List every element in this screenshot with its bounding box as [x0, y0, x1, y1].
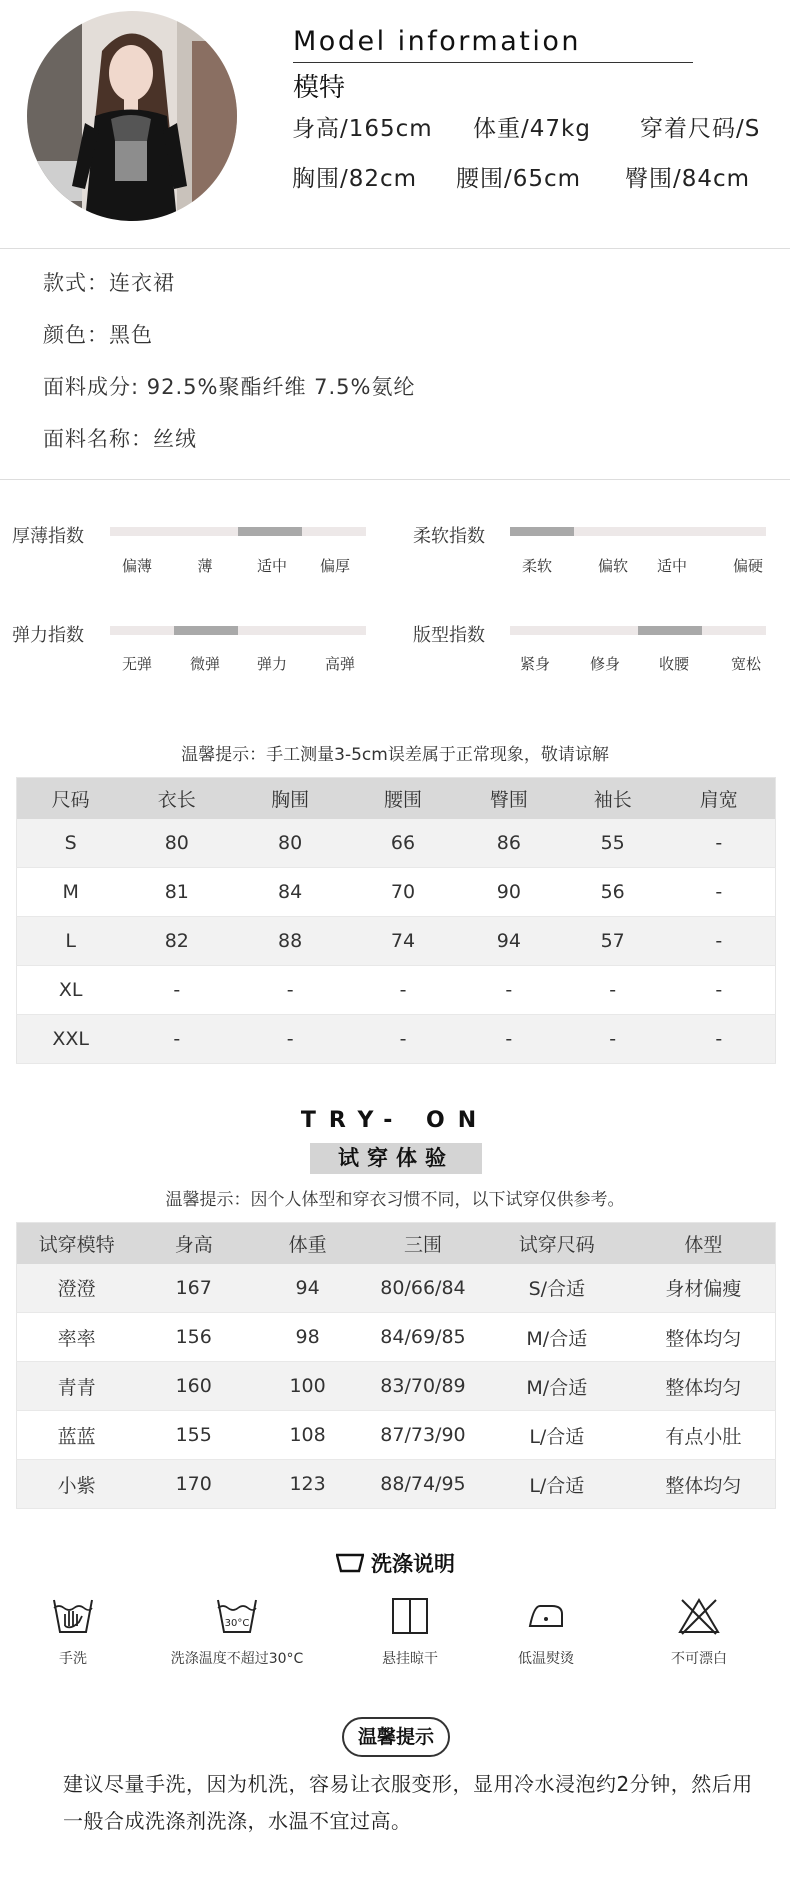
thickness-option: 适中	[256, 557, 288, 575]
model-photo	[27, 11, 237, 221]
model-size: 穿着尺码/S	[640, 116, 761, 142]
size-header: 尺码	[17, 778, 125, 819]
table-cell: 57	[563, 917, 663, 966]
table-cell: L/合适	[482, 1460, 632, 1509]
table-cell: 87/73/90	[364, 1411, 482, 1460]
table-row	[17, 1015, 776, 1064]
thickness-index-marker	[238, 527, 302, 536]
table-cell: M	[17, 868, 125, 917]
size-header: 腰围	[351, 778, 455, 819]
table-row	[17, 966, 776, 1015]
wash-item-hand-wash	[0, 1596, 148, 1668]
section-divider	[0, 479, 790, 480]
thickness-index-track	[110, 527, 366, 536]
table-cell: 有点小肚	[632, 1411, 776, 1460]
softness-option: 偏硬	[732, 557, 764, 575]
tryon-header: 试穿模特	[17, 1223, 137, 1264]
table-cell: 整体均匀	[632, 1460, 776, 1509]
table-cell: 澄澄	[17, 1264, 137, 1313]
table-cell: 小紫	[17, 1460, 137, 1509]
elasticity-index-label: 弹力指数	[12, 625, 84, 646]
thickness-option: 薄	[197, 557, 213, 575]
tryon-title-en: TRY- ON	[300, 1108, 490, 1133]
model-waist: 腰围/65cm	[456, 166, 582, 192]
model-information-section	[0, 0, 790, 249]
table-cell: M/合适	[482, 1362, 632, 1411]
softness-index-track	[510, 527, 766, 536]
wash-label: 洗涤温度不超过30°C	[170, 1651, 304, 1667]
table-cell: -	[229, 1015, 351, 1064]
elasticity-index-marker	[174, 626, 238, 635]
title-underline	[293, 62, 693, 63]
table-cell: -	[351, 1015, 455, 1064]
tryon-header: 体型	[632, 1223, 776, 1264]
table-cell: S/合适	[482, 1264, 632, 1313]
fit-index-label: 版型指数	[413, 625, 485, 646]
table-cell: -	[663, 868, 776, 917]
table-cell: -	[455, 966, 563, 1015]
table-cell: -	[663, 819, 776, 868]
table-cell: 74	[351, 917, 455, 966]
wash-30-icon	[215, 1596, 259, 1636]
tryon-notice: 温馨提示：因个人体型和穿衣习惯不同，以下试穿仅供参考。	[165, 1190, 625, 1210]
table-cell: 100	[251, 1362, 364, 1411]
table-cell: 98	[251, 1313, 364, 1362]
model-bust: 胸围/82cm	[292, 166, 418, 192]
fit-index-marker	[638, 626, 702, 635]
table-cell: 80	[229, 819, 351, 868]
table-cell: 56	[563, 868, 663, 917]
table-cell: 88	[229, 917, 351, 966]
table-cell: 84/69/85	[364, 1313, 482, 1362]
table-cell: 160	[136, 1362, 251, 1411]
tryon-header: 三围	[364, 1223, 482, 1264]
size-header: 臀围	[455, 778, 563, 819]
thickness-option: 偏薄	[121, 557, 153, 575]
size-header: 衣长	[124, 778, 229, 819]
wash-label: 悬挂晾干	[382, 1651, 438, 1667]
table-cell: 170	[136, 1460, 251, 1509]
tryon-header: 试穿尺码	[482, 1223, 632, 1264]
table-cell: 80	[124, 819, 229, 868]
fit-option: 收腰	[658, 655, 690, 673]
table-row	[17, 1264, 776, 1313]
elasticity-option: 弹力	[256, 655, 288, 673]
table-cell: 108	[251, 1411, 364, 1460]
wash-item-no-bleach	[624, 1596, 774, 1668]
low-iron-icon	[524, 1596, 568, 1636]
table-cell: -	[455, 1015, 563, 1064]
table-row	[17, 868, 776, 917]
softness-index-marker	[510, 527, 574, 536]
elasticity-option: 无弹	[121, 655, 153, 673]
size-header: 袖长	[563, 778, 663, 819]
section-divider	[0, 248, 790, 249]
table-cell: -	[663, 917, 776, 966]
wash-30-badge: 30°C	[224, 1618, 250, 1629]
wash-title	[0, 1548, 790, 1578]
fit-index-track	[510, 626, 766, 635]
model-hip: 臀围/84cm	[625, 166, 751, 192]
size-table-notice: 温馨提示：手工测量3-5cm误差属于正常现象，敬请谅解	[181, 745, 609, 765]
table-row	[17, 819, 776, 868]
softness-index-label: 柔软指数	[413, 526, 485, 547]
wash-item-hang-dry	[335, 1596, 485, 1668]
table-cell: -	[563, 1015, 663, 1064]
table-row	[17, 1313, 776, 1362]
fit-option: 紧身	[519, 655, 551, 673]
thickness-option: 偏厚	[319, 557, 351, 575]
table-cell: 70	[351, 868, 455, 917]
table-cell: 80/66/84	[364, 1264, 482, 1313]
table-cell: -	[124, 1015, 229, 1064]
wash-label: 低温熨烫	[518, 1651, 574, 1667]
table-cell: 整体均匀	[632, 1313, 776, 1362]
table-cell: -	[663, 966, 776, 1015]
table-cell: 身材偏瘦	[632, 1264, 776, 1313]
elasticity-option: 高弹	[324, 655, 356, 673]
attr-fabric-name: 面料名称：丝绒	[43, 427, 197, 451]
table-cell: 94	[455, 917, 563, 966]
table-row	[17, 1460, 776, 1509]
table-cell: XXL	[17, 1015, 125, 1064]
table-cell: -	[351, 966, 455, 1015]
attr-color: 颜色：黑色	[43, 323, 153, 347]
table-cell: 蓝蓝	[17, 1411, 137, 1460]
table-cell: -	[663, 1015, 776, 1064]
softness-option: 偏软	[597, 557, 629, 575]
table-cell: S	[17, 819, 125, 868]
model-title-en: Model information	[293, 26, 581, 57]
fit-option: 修身	[589, 655, 621, 673]
table-row	[17, 1362, 776, 1411]
table-cell: M/合适	[482, 1313, 632, 1362]
tryon-table	[16, 1222, 776, 1509]
table-cell: 86	[455, 819, 563, 868]
table-cell: 88/74/95	[364, 1460, 482, 1509]
hang-dry-icon	[390, 1596, 430, 1636]
table-cell: 81	[124, 868, 229, 917]
tryon-title-cn: 试穿体验	[310, 1143, 482, 1174]
attr-style: 款式：连衣裙	[43, 271, 175, 295]
table-cell: -	[124, 966, 229, 1015]
hand-wash-icon	[51, 1596, 95, 1636]
table-cell: -	[563, 966, 663, 1015]
table-cell: L	[17, 917, 125, 966]
wash-item-low-iron	[471, 1596, 621, 1668]
table-cell: 90	[455, 868, 563, 917]
tips-title: 温馨提示	[342, 1717, 450, 1757]
table-cell: 66	[351, 819, 455, 868]
elasticity-option: 微弹	[189, 655, 221, 673]
wash-label: 手洗	[59, 1651, 87, 1667]
table-row	[17, 1411, 776, 1460]
table-cell: 156	[136, 1313, 251, 1362]
table-cell: 青青	[17, 1362, 137, 1411]
tryon-header: 体重	[251, 1223, 364, 1264]
table-row	[17, 917, 776, 966]
fit-option: 宽松	[730, 655, 762, 673]
softness-option: 柔软	[521, 557, 553, 575]
wash-tub-icon	[335, 1552, 365, 1574]
table-cell: -	[229, 966, 351, 1015]
table-cell: L/合适	[482, 1411, 632, 1460]
model-height: 身高/165cm	[292, 116, 433, 142]
wash-item-30c	[162, 1596, 312, 1668]
model-weight: 体重/47kg	[473, 116, 591, 142]
elasticity-index-track	[110, 626, 366, 635]
table-cell: 123	[251, 1460, 364, 1509]
no-bleach-icon	[677, 1596, 721, 1636]
thickness-index-label: 厚薄指数	[12, 526, 84, 547]
table-cell: XL	[17, 966, 125, 1015]
table-cell: 155	[136, 1411, 251, 1460]
model-title-cn: 模特	[293, 73, 346, 103]
table-cell: 整体均匀	[632, 1362, 776, 1411]
table-cell: 82	[124, 917, 229, 966]
table-cell: 83/70/89	[364, 1362, 482, 1411]
size-header: 胸围	[229, 778, 351, 819]
wash-label: 不可漂白	[671, 1651, 727, 1667]
table-cell: 94	[251, 1264, 364, 1313]
tips-text: 建议尽量手洗，因为机洗，容易让衣服变形，显用冷水浸泡约2分钟，然后用一般合成洗涤剂洗涤，水温不宜过高。	[63, 1772, 753, 1833]
size-table	[16, 777, 776, 1064]
table-cell: 55	[563, 819, 663, 868]
tryon-header: 身高	[136, 1223, 251, 1264]
table-cell: 84	[229, 868, 351, 917]
wash-title-label: 洗涤说明	[371, 1552, 455, 1576]
attr-composition: 面料成分: 92.5%聚酯纤维 7.5%氨纶	[43, 375, 416, 399]
softness-option: 适中	[656, 557, 688, 575]
table-cell: 率率	[17, 1313, 137, 1362]
table-cell: 167	[136, 1264, 251, 1313]
size-header: 肩宽	[663, 778, 776, 819]
